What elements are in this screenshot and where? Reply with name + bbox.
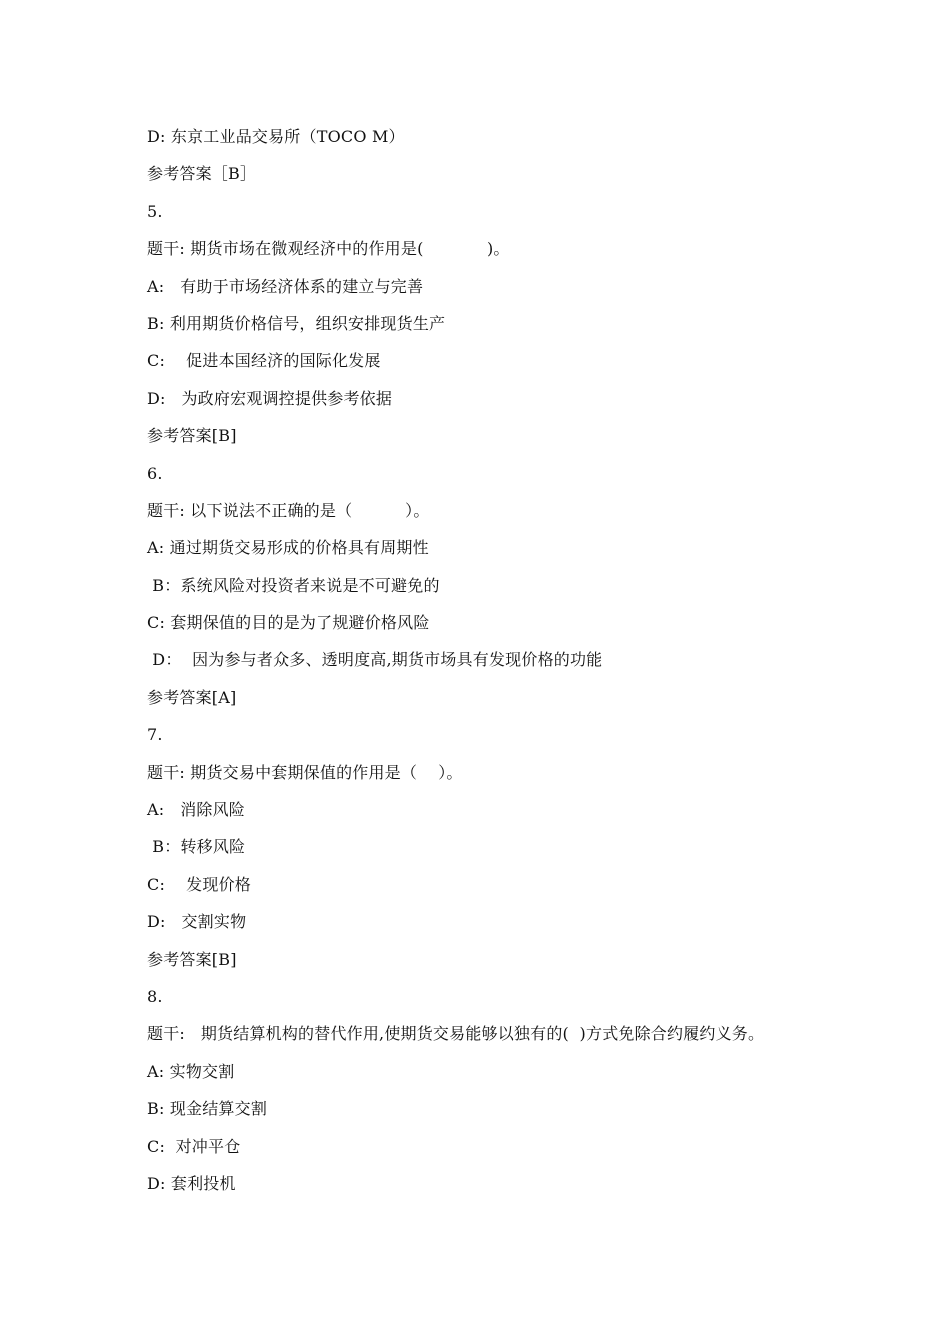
option-a-line: A: 通过期货交易形成的价格具有周期性 <box>147 538 429 558</box>
option-d-line: D: 套利投机 <box>147 1173 236 1193</box>
option-a-line: A: 消除风险 <box>147 800 246 820</box>
option-d-line: D: 东京工业品交易所（TOCO M） <box>147 127 405 146</box>
option-b-line: B: 现金结算交割 <box>147 1099 268 1119</box>
document-body <box>147 125 827 1209</box>
option-d-line: D: 交割实物 <box>147 912 247 932</box>
answer-line: 参考答案[A] <box>147 687 237 707</box>
option-a-line: A: 有助于市场经济体系的建立与完善 <box>147 276 424 296</box>
answer-line: 参考答案[B] <box>147 426 237 446</box>
option-d-line: D： 因为参与者众多、透明度高,期货市场具有发现价格的功能 <box>147 650 603 670</box>
option-c-line: C: 发现价格 <box>147 874 251 894</box>
question-number: 5. <box>147 201 163 221</box>
question-number: 7. <box>147 725 163 745</box>
option-c-line: C: 对冲平仓 <box>147 1136 241 1156</box>
option-d-line: D: 为政府宏观调控提供参考依据 <box>147 388 393 408</box>
question-number: 8. <box>147 986 163 1006</box>
answer-line: 参考答案[B] <box>147 949 237 969</box>
question-stem: 题干: 期货市场在微观经济中的作用是( )。 <box>147 239 510 259</box>
option-b-line: B：系统风险对投资者来说是不可避免的 <box>147 575 440 595</box>
option-b-line: B: 利用期货价格信号，组织安排现货生产 <box>147 313 446 333</box>
option-c-line: C: 促进本国经济的国际化发展 <box>147 351 381 371</box>
option-b-line: B：转移风险 <box>147 837 246 857</box>
option-a-line: A: 实物交割 <box>147 1061 235 1081</box>
question-number: 6. <box>147 463 163 483</box>
question-stem: 题干: 期货结算机构的替代作用,使期货交易能够以独有的( )方式免除合约履约义务。 <box>147 1024 765 1044</box>
question-stem: 题干: 期货交易中套期保值的作用是（ ）。 <box>147 762 463 782</box>
answer-line: 参考答案［B］ <box>147 164 257 184</box>
option-c-line: C: 套期保值的目的是为了规避价格风险 <box>147 613 430 633</box>
question-stem: 题干: 以下说法不正确的是（ ）。 <box>147 500 430 520</box>
